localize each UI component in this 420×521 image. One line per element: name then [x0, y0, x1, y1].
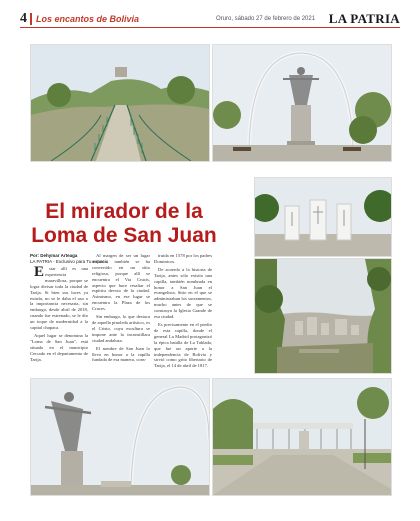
article-column-3 — [154, 253, 212, 371]
newspaper-name: LA PATRIA — [328, 11, 400, 26]
paragraph — [30, 266, 88, 331]
paragraph: Sin embargo, lo que destaca de aquella pinoleda artístico, es el Cristo, cuya escultura se impone ante la inconstillara ciudad andaluza. — [92, 314, 150, 343]
article-title-line2: Loma de San Juan — [31, 224, 217, 247]
dateline: Oruro, sábado 27 de febrero de 2021 — [216, 16, 316, 22]
page-header — [20, 11, 400, 28]
covered-plaza-photo — [212, 378, 392, 496]
article-column-1 — [30, 266, 88, 365]
plaza-de-los-cruces-photo — [254, 177, 392, 257]
author: Por: Dehymar Arteaga — [30, 253, 78, 258]
paragraph: truida en 1578 por los padres Dominicos. — [154, 253, 212, 264]
paragraph: Es precisamente en el predio de esta capilla, donde el general La Madrid protagonizó la épica batalla de La Tablada, que fue un aporte a la independencia de Bolivia y sirvió como grito libertario de Tarija, el 14 de abril de 1817. — [154, 321, 212, 369]
article-title-line1: El mirador de la — [45, 200, 203, 223]
header-divider — [30, 13, 32, 25]
paragraph: Al margen de ser un lugar turístico, también se ha convertido en un sitio religioso, porque allí se encuentra el Via Crucis, aspecto que hace resaltar el espíritu devoto de la ciudad. Asimismo, en ese lugar se encuentra la Plaza de los Cruces. — [92, 253, 150, 312]
article-title — [24, 200, 224, 248]
section-title: Los encantos de Bolivia — [36, 14, 140, 24]
city-view-photo — [254, 258, 392, 374]
article-column-2 — [92, 253, 150, 365]
agency: LA PATRIA - Exclusivo para Tu espacio — [30, 259, 109, 264]
page-number: 4 — [20, 11, 27, 26]
cristo-statue-closeup-photo — [30, 378, 210, 496]
stairway-bridge-photo — [30, 44, 210, 162]
cristo-statue-arch-photo — [212, 44, 392, 162]
drop-cap: E — [34, 264, 45, 280]
paragraph: De acuerdo a la historia de Tarija, antes sólo existía una capilla, también nombrada en honor a San Juan el evangelista. Sitio en el que se administraban los sacramentos, mucho antes de que se construya la Iglesia Grande de esa ciudad. — [154, 266, 212, 320]
paragraph: El nombre de San Juan lo lleva en honor a la capilla fundada de esa manera, cons- — [92, 345, 150, 363]
paragraph-text: star allí es una experiencia maravillosa, porque se logra divisar toda la ciudad de Tarija. Si bien sus luces ya existía, no se le daba el uso o la importancia necesaria, sin embargo, desde abril de 2018, cuando fue estrenado, se le dio un toque de modernidad a la capital chapaca. — [30, 266, 88, 331]
paragraph: Aquel lugar se denomina la "Loma de San Juan", está situado en el municipio Cercado en el departamento de Tarija. — [30, 332, 88, 362]
